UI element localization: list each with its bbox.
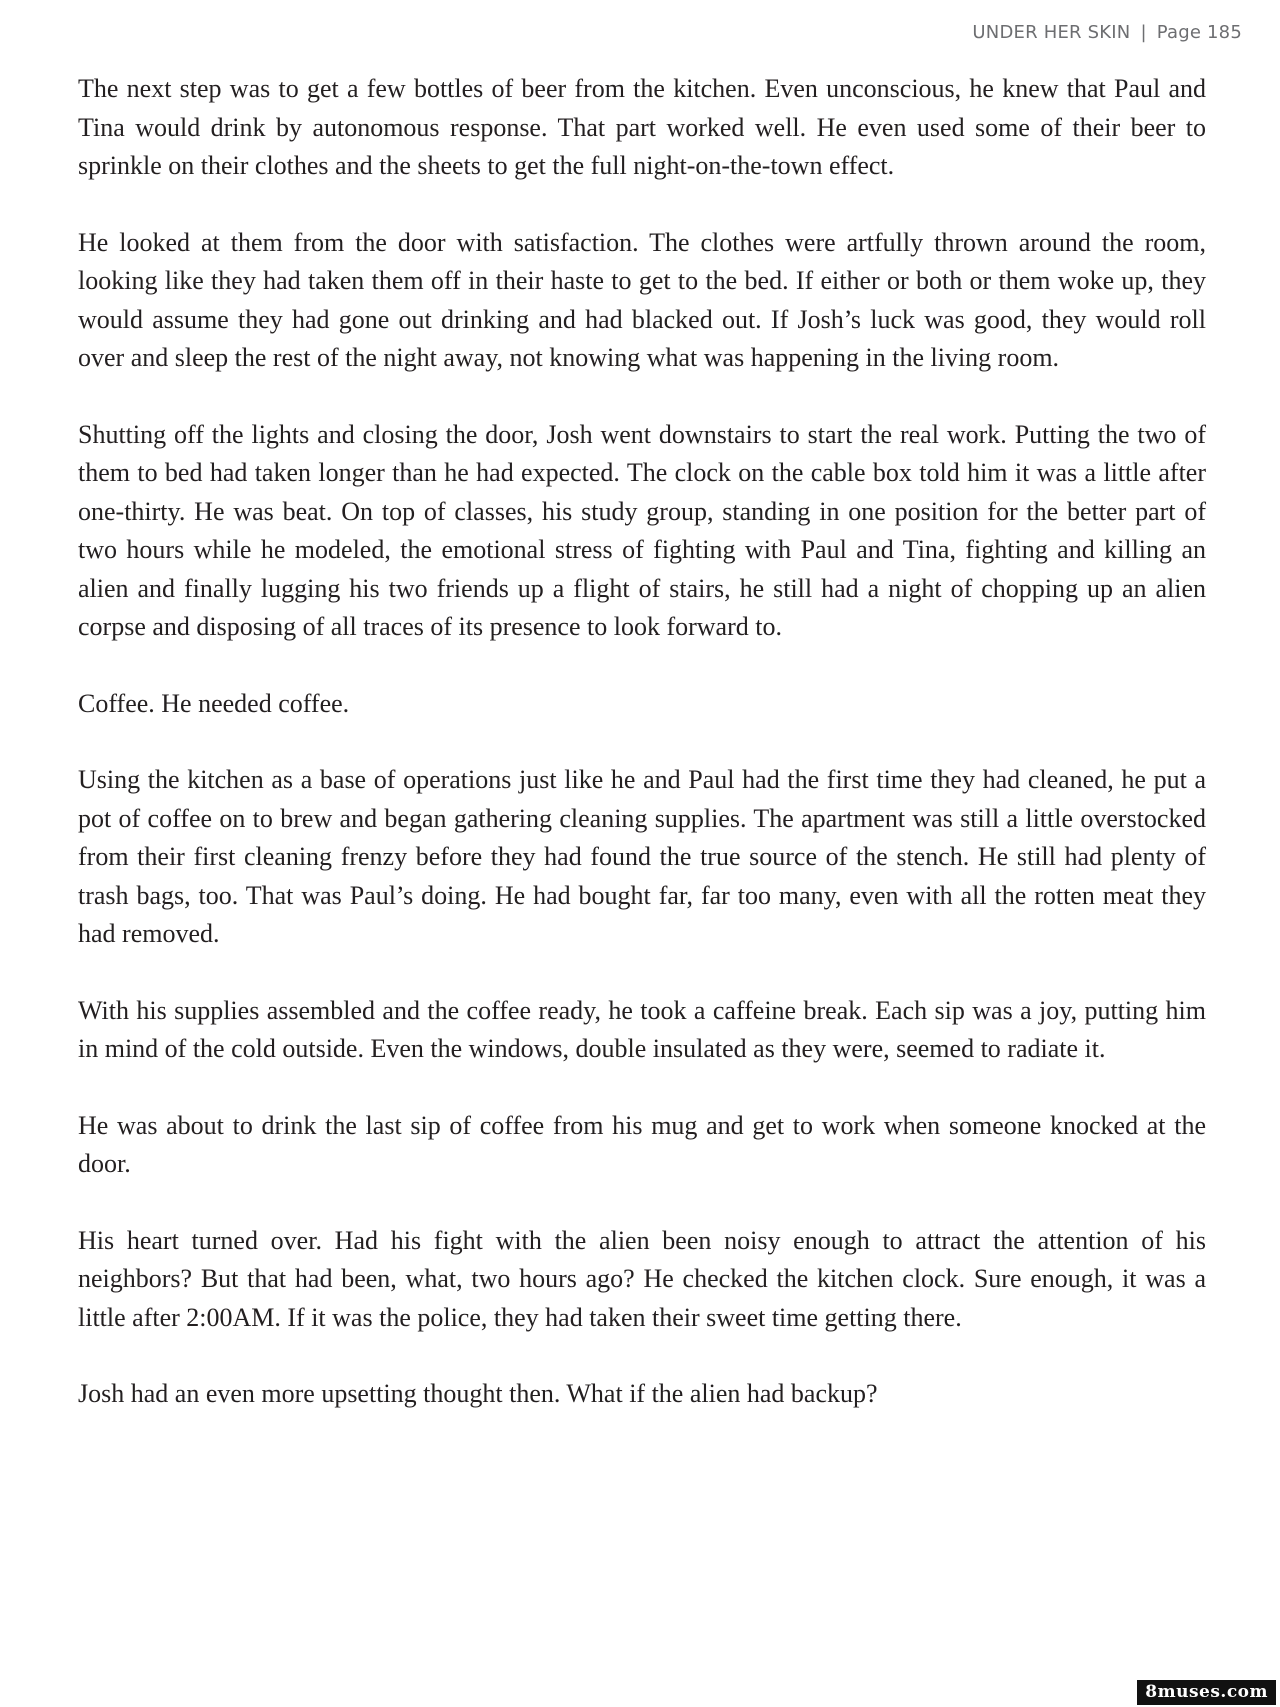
page-body <box>78 70 1206 1452</box>
paragraph-8: His heart turned over. Had his fight with the alien been noisy enough to attract the attention of his neighbors? But that had been, what, two hours ago? He checked the kitchen clock. Sure enough, it was a little after 2:00AM. If it was the police, they had taken their sweet time getting there. <box>78 1225 1206 1332</box>
paragraph-1: The next step was to get a few bottles of beer from the kitchen. Even unconscious, he knew that Paul and Tina would drink by autonomous response. That part worked well. He even used some of their beer to sprinkle on their clothes and the sheets to get the full night-on-the-town effect. <box>78 74 1206 180</box>
paragraph-5: Using the kitchen as a base of operations just like he and Paul had the first time they had cleaned, he put a pot of coffee on to brew and began gathering cleaning supplies. The apartment was still a little overstocked from their first cleaning frenzy before they had found the true source of the stench. He still had plenty of trash bags, too. That was Paul’s doing. He had bought far, far too many, even with all the rotten meat they had removed. <box>78 765 1206 948</box>
paragraph-6: With his supplies assembled and the coffee ready, he took a caffeine break. Each sip was a joy, putting him in mind of the cold outside. Even the windows, double insulated as they were, seemed to radiate it. <box>78 995 1206 1063</box>
paragraph-2: He looked at them from the door with satisfaction. The clothes were artfully thrown around the room, looking like they had taken them off in their haste to get to the bed. If either or both or them woke up, they would assume they had gone out drinking and had blacked out. If Josh’s luck was good, they would roll over and sleep the rest of the night away, not knowing what was happening in the living room. <box>78 227 1206 372</box>
running-header <box>972 22 1242 43</box>
header-separator: | <box>1140 22 1147 43</box>
paragraph-9: Josh had an even more upsetting thought then. What if the alien had backup? <box>78 1379 878 1408</box>
paragraph-7: He was about to drink the last sip of coffee from his mug and get to work when someone knocked at the door. <box>78 1110 1206 1178</box>
watermark-logo: 8muses.com <box>1137 1680 1276 1705</box>
paragraph-4: Coffee. He needed coffee. <box>78 688 350 718</box>
book-title: UNDER HER SKIN <box>972 22 1131 43</box>
page-number: Page 185 <box>1156 22 1242 43</box>
paragraph-3: Shutting off the lights and closing the door, Josh went downstairs to start the real work. Putting the two of them to bed had taken longer than he had expected. The clock on the cable box told him it was a little after one-thirty. He was beat. On top of classes, his study group, standing in one position for the better part of two hours while he modeled, the emotional stress of fighting with Paul and Tina, fighting and killing an alien and finally lugging his two friends up a flight of stairs, he still had a night of chopping up an alien corpse and disposing of all traces of its presence to look forward to. <box>78 419 1206 641</box>
